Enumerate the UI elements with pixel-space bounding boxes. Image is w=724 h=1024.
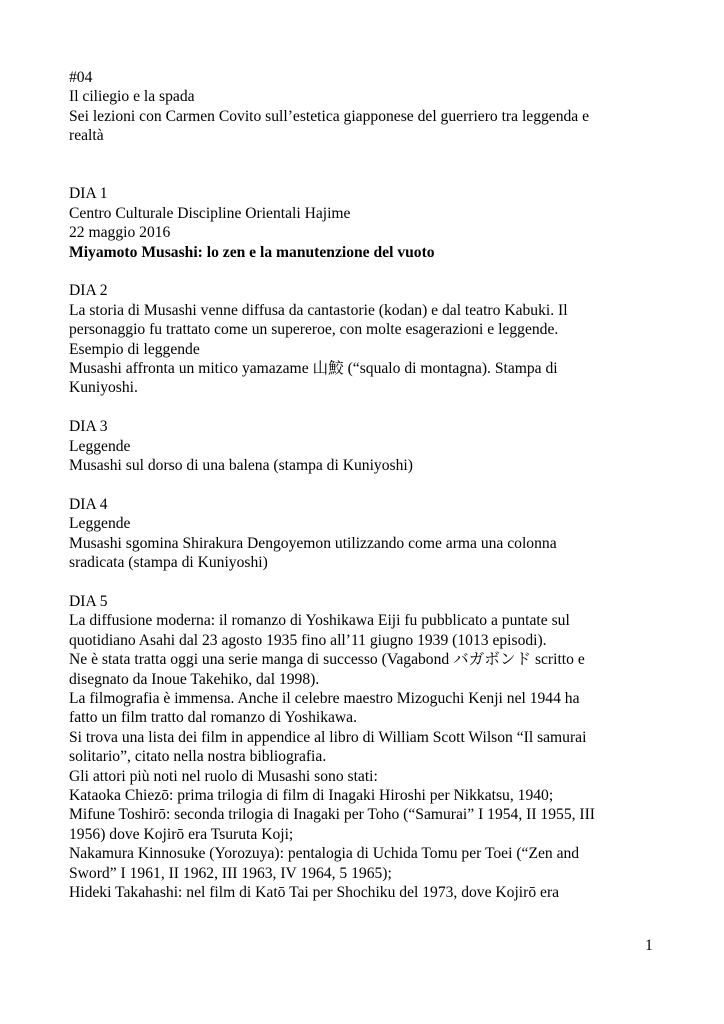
text-line: fatto un film tratto dal romanzo di Yoshikawa. xyxy=(69,709,358,727)
section-dia-3 xyxy=(69,417,649,475)
section-dia-2 xyxy=(69,281,649,397)
text-line: sradicata (stampa di Kuniyoshi) xyxy=(69,554,268,572)
text-line: Leggende xyxy=(69,515,131,533)
section-label: DIA 3 xyxy=(69,418,108,436)
lesson-subtitle-line-2: realtà xyxy=(69,127,104,145)
section-label: DIA 4 xyxy=(69,495,108,513)
text-line: Esempio di leggende xyxy=(69,340,200,358)
text-line: Kataoka Chiezō: prima trilogia di film di Inagaki Hiroshi per Nikkatsu, 1940; xyxy=(69,786,554,804)
date-text: 22 maggio 2016 xyxy=(69,224,171,242)
text-line: Mifune Toshirō: seconda trilogia di Inagaki per Toho (“Samurai” I 1954, II 1955, III xyxy=(69,806,595,824)
text-line: Sword” I 1961, II 1962, III 1963, IV 1964, 5 1965); xyxy=(69,864,392,882)
text-line: La storia di Musashi venne diffusa da cantastorie (kodan) e dal teatro Kabuki. Il xyxy=(69,301,568,319)
lesson-title: Il ciliegio e la spada xyxy=(69,88,195,106)
section-dia-4 xyxy=(69,495,649,573)
text-line: personaggio fu trattato come un supereroe, con molte esagerazioni e leggende. xyxy=(69,321,559,339)
text-line: La diffusione moderna: il romanzo di Yoshikawa Eiji fu pubblicato a puntate sul xyxy=(69,612,570,630)
section-label: DIA 5 xyxy=(69,592,108,610)
text-line: Ne è stata tratta oggi una serie manga di successo (Vagabond バガボンド scritto e xyxy=(69,651,585,669)
text-line: 1956) dove Kojirō era Tsuruta Koji; xyxy=(69,825,294,843)
text-line: Kuniyoshi. xyxy=(69,379,138,397)
lesson-subtitle-line-1: Sei lezioni con Carmen Covito sull’estetica giapponese del guerriero tra leggenda e xyxy=(69,107,590,125)
topic-heading: Miyamoto Musashi: lo zen e la manutenzione del vuoto xyxy=(69,243,435,261)
page-number: 1 xyxy=(645,937,653,954)
spacer xyxy=(69,165,649,184)
section-label: DIA 1 xyxy=(69,185,108,203)
document-page xyxy=(69,68,649,902)
spacer xyxy=(69,398,649,417)
lesson-number: #04 xyxy=(69,69,93,86)
section-dia-5 xyxy=(69,592,649,903)
text-line: disegnato da Inoue Takehiko, dal 1998). xyxy=(69,670,320,688)
text-line: Gli attori più noti nel ruolo di Musashi sono stati: xyxy=(69,767,378,785)
text-line: La filmografia è immensa. Anche il celebre maestro Mizoguchi Kenji nel 1944 ha xyxy=(69,689,580,707)
text-line: Musashi sul dorso di una balena (stampa di Kuniyoshi) xyxy=(69,457,413,475)
section-label: DIA 2 xyxy=(69,282,108,300)
section-dia-1 xyxy=(69,184,649,262)
venue-text: Centro Culturale Discipline Orientali Hajime xyxy=(69,204,351,222)
text-line: Musashi sgomina Shirakura Dengoyemon utilizzando come arma una colonna xyxy=(69,534,557,552)
spacer xyxy=(69,475,649,494)
spacer xyxy=(69,262,649,281)
text-line: Si trova una lista dei film in appendice al libro di William Scott Wilson “Il samurai xyxy=(69,728,587,746)
text-line: Nakamura Kinnosuke (Yorozuya): pentalogia di Uchida Tomu per Toei (“Zen and xyxy=(69,845,580,863)
text-line: quotidiano Asahi dal 23 agosto 1935 fino all’11 giugno 1939 (1013 episodi). xyxy=(69,631,547,649)
text-line: Hideki Takahashi: nel film di Katō Tai per Shochiku del 1973, dove Kojirō era xyxy=(69,883,560,901)
text-line: Musashi affronta un mitico yamazame 山鮫 (“squalo di montagna). Stampa di xyxy=(69,360,558,378)
text-line: solitario”, citato nella nostra bibliografia. xyxy=(69,748,327,766)
spacer xyxy=(69,572,649,591)
spacer xyxy=(69,146,649,165)
text-line: Leggende xyxy=(69,437,131,455)
